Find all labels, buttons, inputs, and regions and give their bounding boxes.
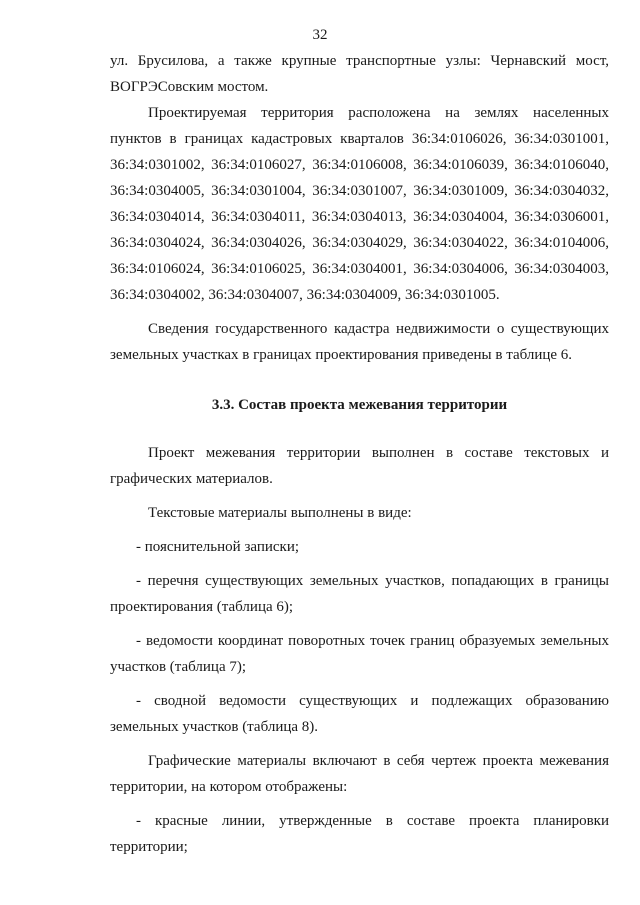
paragraph-cadastral-quarters: Проектируемая территория расположена на землях населенных пунктов в границах кадастровых кварталов 36:34:0106026, 36:34:0301001, 36:34:0301002, 36:34:0106027, 36:34:0106008, 36:34:0106039, 36:34:0106040, 36:34:0304005, 36:34:0301004, 36:34:0301007, 36:34:0301009, 36:34:0304032, 36:34:0304014, 36:34:0304011, 36:34:0304013, 36:34:0304004, 36:34:0306001, 36:34:0304024, 36:34:0304026, 36:34:0304029, 36:34:0304022, 36:34:0104006, 36:34:0106024, 36:34:0106025, 36:34:0304001, 36:34:0304006, 36:34:0304003, 36:34:0304002, 36:34:0304007, 36:34:0304009, 36:34:0301005. <box>110 105 609 303</box>
list-item-existing-plots: - перечня существующих земельных участков, попадающих в границы проектирования (таблица 6); <box>110 573 609 615</box>
paragraph-text-materials-intro: Текстовые материалы выполнены в виде: <box>148 505 412 521</box>
paragraph-project-composition: Проект межевания территории выполнен в составе текстовых и графических материалов. <box>110 445 609 487</box>
page-number: 32 <box>312 27 328 43</box>
document-body <box>110 48 609 860</box>
paragraph-graphic-materials: Графические материалы включают в себя чертеж проекта межевания территории, на котором отображены: <box>110 753 609 795</box>
list-item-red-lines: - красные линии, утвержденные в составе проекта планировки территории; <box>110 813 609 855</box>
list-item-explanatory-note: - пояснительной записки; <box>136 539 300 555</box>
list-item-coordinates: - ведомости координат поворотных точек границ образуемых земельных участков (таблица 7); <box>110 633 609 675</box>
paragraph-cadastre-info: Сведения государственного кадастра недвижимости о существующих земельных участках в границах проектирования приведены в таблице 6. <box>110 321 609 363</box>
section-heading: 3.3. Состав проекта межевания территории <box>211 397 508 413</box>
list-item-summary-statement: - сводной ведомости существующих и подлежащих образованию земельных участков (таблица 8). <box>110 693 609 735</box>
paragraph-transport-nodes: ул. Брусилова, а также крупные транспортные узлы: Чернавский мост, ВОГРЭСовским мостом. <box>110 53 609 95</box>
